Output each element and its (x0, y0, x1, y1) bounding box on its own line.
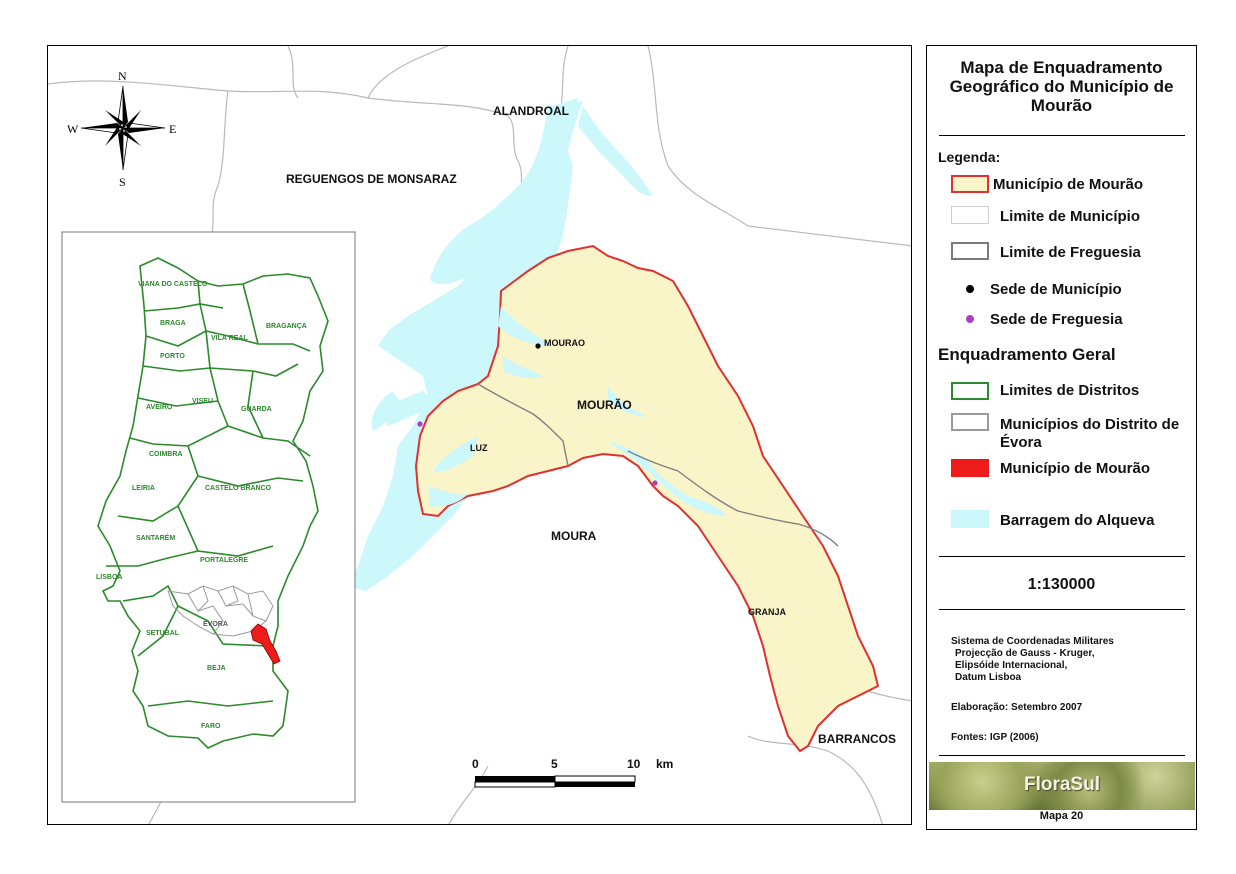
label-moura: MOURA (551, 529, 597, 543)
legend-title: Mapa de Enquadramento Geográfico do Município de Mourão (949, 58, 1174, 115)
coords-line-4: Datum Lisboa (955, 672, 1022, 683)
sede-freguesia-luz-dot (417, 421, 422, 426)
florasul-logo-text: FloraSul (1023, 774, 1100, 795)
inset-label-aveiro: AVEIRO (146, 404, 173, 411)
scale-tick-5: 5 (551, 757, 558, 771)
compass-w: W (67, 122, 79, 136)
coords-line-3: Elipsóide Internacional, (955, 660, 1068, 671)
label-alandroal: ALANDROAL (493, 104, 569, 118)
inset-label-castelobranco: CASTELO BRANCO (205, 485, 272, 492)
swatch-limite-municipio (951, 206, 989, 224)
legend-item-municipios-evora: Municípios do Distrito de Évora (1000, 416, 1180, 451)
inset-label-viseu: VISEU (192, 398, 214, 405)
scale-tick-10: 10 (627, 757, 641, 771)
label-barrancos: BARRANCOS (818, 732, 896, 746)
inset-map (62, 232, 355, 802)
sede-municipio-dot (535, 343, 540, 348)
compass-e: E (169, 122, 177, 136)
inset-label-braganca: BRAGANÇA (266, 323, 307, 330)
inset-label-lisboa: LISBOA (96, 574, 123, 581)
compass-rose (67, 69, 176, 189)
swatch-barragem (951, 510, 989, 528)
inset-label-vilareal: VILA REAL (211, 335, 248, 342)
label-luz: LUZ (470, 443, 488, 453)
inset-label-portalegre: PORTALEGRE (200, 557, 249, 564)
scale-tick-0: 0 (472, 757, 479, 771)
swatch-municipio-mourao-red (951, 459, 989, 477)
legend-divider-2 (939, 556, 1185, 557)
legend-item-limites-distritos: Limites de Distritos (1000, 382, 1140, 399)
fontes-text: Fontes: IGP (2006) (951, 732, 1039, 743)
legend-item-municipio-mourao: Município de Mourão (993, 176, 1143, 193)
swatch-municipio-mourao (951, 175, 989, 193)
compass-n: N (118, 69, 127, 83)
main-map (48, 46, 912, 825)
swatch-sede-municipio (966, 285, 974, 293)
map-number: Mapa 20 (1039, 810, 1084, 822)
coords-line-2: Projecção de Gauss - Kruger, (955, 648, 1095, 659)
swatch-sede-freguesia (966, 315, 974, 323)
inset-label-braga: BRAGA (160, 320, 186, 327)
inset-label-evora: ÉVORA (203, 621, 228, 628)
scale-ratio: 1:130000 (1027, 576, 1096, 593)
inset-label-guarda: GUARDA (241, 406, 272, 413)
inset-label-coimbra: COIMBRA (149, 451, 183, 458)
sede-freguesia-granja-dot (652, 480, 657, 485)
legend-divider-4 (939, 755, 1185, 756)
coords-line-1: Sistema de Coordenadas Militares (951, 636, 1114, 647)
map-frame (47, 45, 912, 825)
legend-item-sede-municipio: Sede de Município (990, 281, 1122, 298)
inset-label-leiria: LEIRIA (132, 485, 155, 492)
legend-divider-3 (939, 609, 1185, 610)
label-mourao-municipality: MOURÃO (577, 398, 632, 412)
legend-item-sede-freguesia: Sede de Freguesia (990, 311, 1123, 328)
scale-bar (472, 757, 673, 787)
legend-item-barragem: Barragem do Alqueva (1000, 512, 1155, 529)
scale-unit: km (656, 757, 674, 771)
label-granja: GRANJA (748, 607, 787, 617)
enquadramento-heading: Enquadramento Geral (938, 345, 1116, 364)
florasul-logo (929, 762, 1195, 810)
swatch-limite-freguesia (951, 242, 989, 260)
compass-s: S (119, 175, 126, 189)
legend-item-limite-freguesia: Limite de Freguesia (1000, 244, 1141, 261)
label-mourao-place: MOURAO (544, 338, 585, 348)
inset-label-setubal: SETUBAL (146, 630, 180, 637)
inset-label-beja: BEJA (207, 665, 226, 672)
legend-item-limite-municipio: Limite de Município (1000, 208, 1141, 225)
elaboracao-text: Elaboração: Setembro 2007 (951, 702, 1083, 713)
inset-label-viana: VIANA DO CASTELO (138, 281, 208, 288)
legend-item-municipio-mourao-red: Município de Mourão (1000, 460, 1150, 477)
legend-panel (926, 45, 1197, 830)
inset-label-faro: FARO (201, 723, 221, 730)
inset-label-porto: PORTO (160, 353, 185, 360)
swatch-limites-distritos (951, 382, 989, 400)
swatch-municipios-evora (951, 413, 989, 431)
legend-heading: Legenda: (938, 149, 1001, 165)
inset-label-santarem: SANTARÉM (136, 535, 176, 542)
legend-divider-1 (939, 135, 1185, 136)
label-reguengos: REGUENGOS DE MONSARAZ (286, 172, 457, 186)
